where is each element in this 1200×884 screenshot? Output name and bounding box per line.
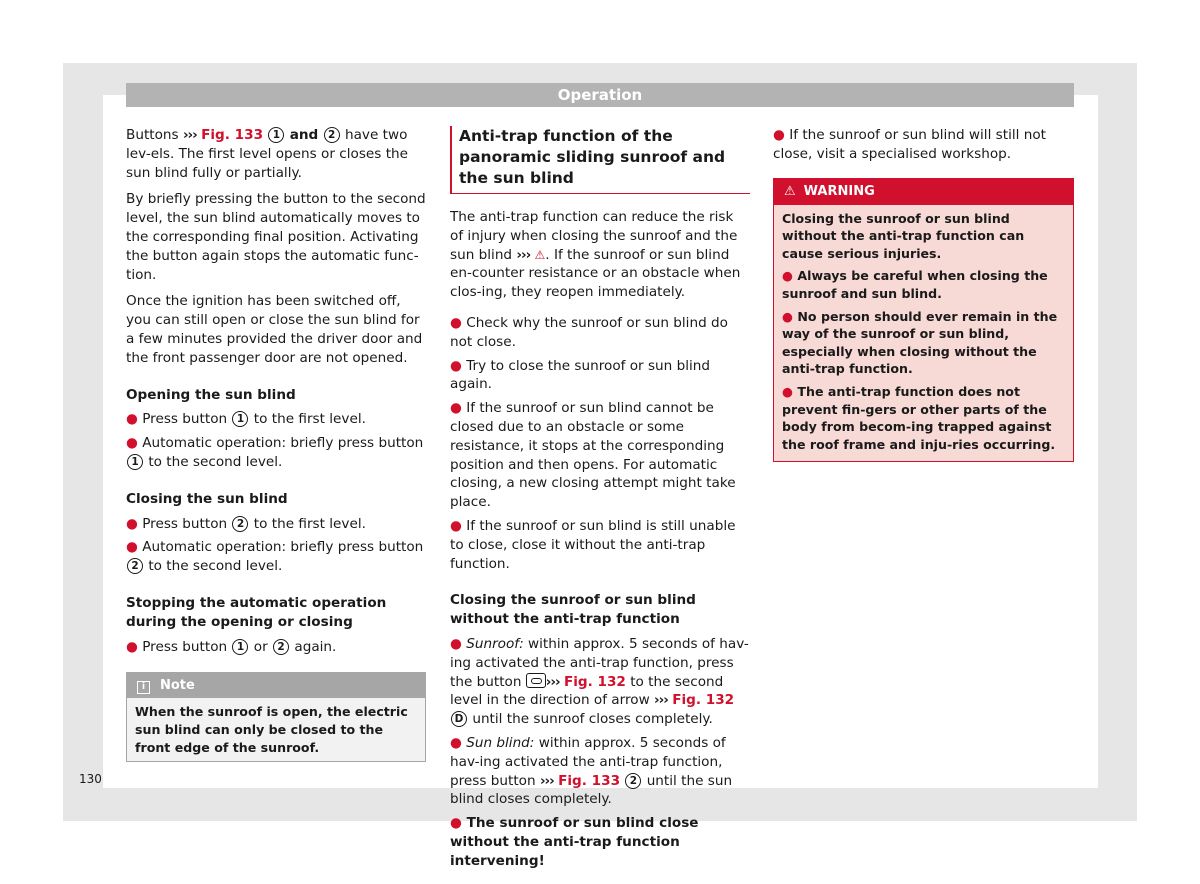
bullet-icon: ●	[126, 435, 138, 452]
anti-trap-intro	[450, 208, 750, 302]
closing-bullet-1	[126, 515, 426, 534]
warning-bullet-2	[782, 308, 1065, 378]
sunroof-bullet	[450, 635, 750, 729]
bullet-icon: ●	[782, 383, 793, 399]
figure-link[interactable]: Fig. 133	[201, 127, 264, 143]
sunroof-button-icon	[526, 673, 546, 688]
note-header	[127, 673, 425, 698]
text: to the first level.	[253, 411, 366, 428]
anti-trap-bullet-1	[450, 314, 750, 352]
text: The sunroof or sun blind close without the anti-trap function intervening!	[450, 815, 699, 869]
opening-bullet-1	[126, 410, 426, 429]
button-2-marker: 2	[324, 127, 340, 143]
text: to the second level.	[148, 453, 283, 470]
text: If the sunroof or sun blind will still not close, visit a specialised workshop.	[773, 127, 1046, 162]
button-2-marker: 2	[625, 773, 641, 789]
button-2-marker: 2	[232, 516, 248, 532]
text: Check why the sunroof or sun blind do not close.	[450, 314, 728, 350]
text: If the sunroof or sun blind is still unable to close, close it without the anti-trap function.	[450, 517, 736, 572]
bullet-icon: ●	[782, 308, 793, 324]
info-icon: i	[137, 681, 150, 694]
bullet-icon: ●	[126, 515, 138, 532]
text: Press button	[142, 638, 228, 655]
reference-arrows: ›››	[182, 127, 197, 143]
intro-text-2: have two lev-els. The first level opens or closes the sun blind fully or partially.	[126, 127, 409, 181]
warning-header	[774, 179, 1073, 205]
label: Sun blind:	[466, 734, 535, 751]
stopping-bullet-1	[126, 638, 426, 657]
bullet-icon: ●	[126, 638, 138, 655]
anti-trap-heading: Anti-trap function of the panoramic sliding sunroof and the sun blind	[450, 126, 750, 194]
column-left	[126, 126, 426, 762]
bullet-icon: ●	[773, 127, 785, 143]
page-number: 130	[79, 772, 102, 786]
warning-title: WARNING	[803, 183, 875, 199]
figure-link[interactable]: Fig. 132	[672, 692, 735, 709]
bullet-icon: ●	[126, 411, 138, 428]
closing-heading: Closing the sun blind	[126, 490, 288, 507]
bullet-icon: ●	[126, 539, 138, 556]
text: Try to close the sunroof or sun blind again.	[450, 357, 711, 393]
bullet-icon: ●	[450, 734, 462, 751]
opening-bullet-2	[126, 434, 426, 472]
bullet-icon: ●	[450, 400, 462, 417]
intro-paragraph	[126, 126, 426, 182]
button-2-marker: 2	[273, 639, 289, 655]
text: Automatic operation: briefly press button	[142, 539, 424, 556]
text: to the first level.	[253, 515, 366, 532]
workshop-bullet	[773, 126, 1074, 164]
section-header: Operation	[126, 83, 1074, 107]
bullet-icon: ●	[450, 517, 462, 534]
paragraph-ignition-off: Once the ignition has been switched off, you can still open or close the sun blind for a few minutes provided the driver door and the front passenger door are not opened.	[126, 293, 423, 366]
paragraph-second-level: By briefly pressing the button to the second level, the sun blind automatically moves to the corresponding final position. Activating the button again stops the automatic func-tion.	[126, 191, 426, 283]
reference-arrows: ›››	[539, 772, 554, 789]
bullet-icon: ●	[450, 314, 462, 331]
bullet-icon: ●	[782, 268, 793, 284]
note-box	[126, 672, 426, 762]
sun-blind-bullet	[450, 734, 750, 809]
warning-bullet-1	[782, 267, 1065, 302]
intro-and: and	[289, 127, 319, 143]
anti-trap-bullet-4	[450, 517, 750, 573]
text: until the sunroof closes completely.	[472, 711, 713, 728]
text: within approx. 5 seconds of hav-ing activated the anti-trap function, press button	[450, 734, 726, 789]
reference-arrows: ›››	[654, 692, 668, 709]
label: Sunroof:	[466, 635, 524, 652]
warning-bullet-3	[782, 383, 1065, 453]
text: If the sunroof or sun blind cannot be closed due to an obstacle or some resistance, it stops at the corresponding position and then opens. For automatic closing, a new closing attempt might take place.	[450, 400, 736, 511]
bullet-icon: ●	[450, 815, 462, 832]
stopping-heading: Stopping the automatic operation during the opening or closing	[126, 594, 387, 630]
reference-arrows: ›››	[545, 673, 560, 690]
closing-bullet-2	[126, 538, 426, 576]
warning-icon: ⚠	[534, 247, 546, 262]
figure-link[interactable]: Fig. 133	[558, 772, 621, 789]
button-1-marker: 1	[232, 639, 248, 655]
bullet-icon: ●	[450, 635, 462, 652]
arrow-d-marker: D	[451, 711, 467, 727]
intro-text: Buttons	[126, 127, 179, 143]
text: Press button	[142, 515, 228, 532]
anti-trap-bullet-3	[450, 399, 750, 512]
text: No person should ever remain in the way of the sunroof or sun blind, especially when closing without the anti-trap function.	[782, 308, 1058, 377]
text: Always be careful when closing the sunroof and sun blind.	[782, 268, 1048, 301]
figure-link[interactable]: Fig. 132	[563, 673, 626, 690]
reference-arrows: ›››	[516, 246, 531, 263]
text: again.	[294, 638, 337, 655]
note-title: Note	[160, 678, 195, 694]
text: to the second level.	[148, 558, 283, 575]
note-text: When the sunroof is open, the electric sun blind can only be closed to the front edge of the sunroof.	[127, 698, 425, 761]
warning-intro: Closing the sunroof or sun blind without the anti-trap function can cause serious injuries.	[782, 210, 1025, 261]
warning-body	[774, 205, 1073, 462]
final-bullet	[450, 814, 750, 870]
button-1-marker: 1	[232, 411, 248, 427]
button-1-marker: 1	[127, 454, 143, 470]
bullet-icon: ●	[450, 357, 462, 374]
text: to the second level in the direction of arrow	[450, 673, 724, 709]
without-anti-trap-heading: Closing the sunroof or sun blind without the anti-trap function	[450, 592, 696, 628]
text: Press button	[142, 411, 228, 428]
opening-heading: Opening the sun blind	[126, 386, 296, 403]
text: The anti-trap function can reduce the risk of injury when closing the sunroof and the sun blind	[450, 209, 738, 263]
button-1-marker: 1	[268, 127, 284, 143]
text: until the sun blind closes completely.	[450, 772, 733, 808]
text: or	[253, 638, 268, 655]
anti-trap-bullet-2	[450, 357, 750, 395]
warning-box	[773, 178, 1074, 463]
text: . If the sunroof or sun blind en-counter resistance or an obstacle when clos-ing, they reopen immediately.	[450, 246, 741, 301]
column-right	[773, 126, 1074, 462]
warning-icon: ⚠	[784, 183, 796, 199]
text: Automatic operation: briefly press button	[142, 435, 424, 452]
button-2-marker: 2	[127, 558, 143, 574]
column-middle	[450, 126, 750, 876]
text: within approx. 5 seconds of hav-ing activated the anti-trap function, press the button	[450, 635, 749, 690]
text: The anti-trap function does not prevent fin-gers or other parts of the body from becom-ing trapped against the roof frame and inju-ries occurring.	[782, 383, 1056, 452]
